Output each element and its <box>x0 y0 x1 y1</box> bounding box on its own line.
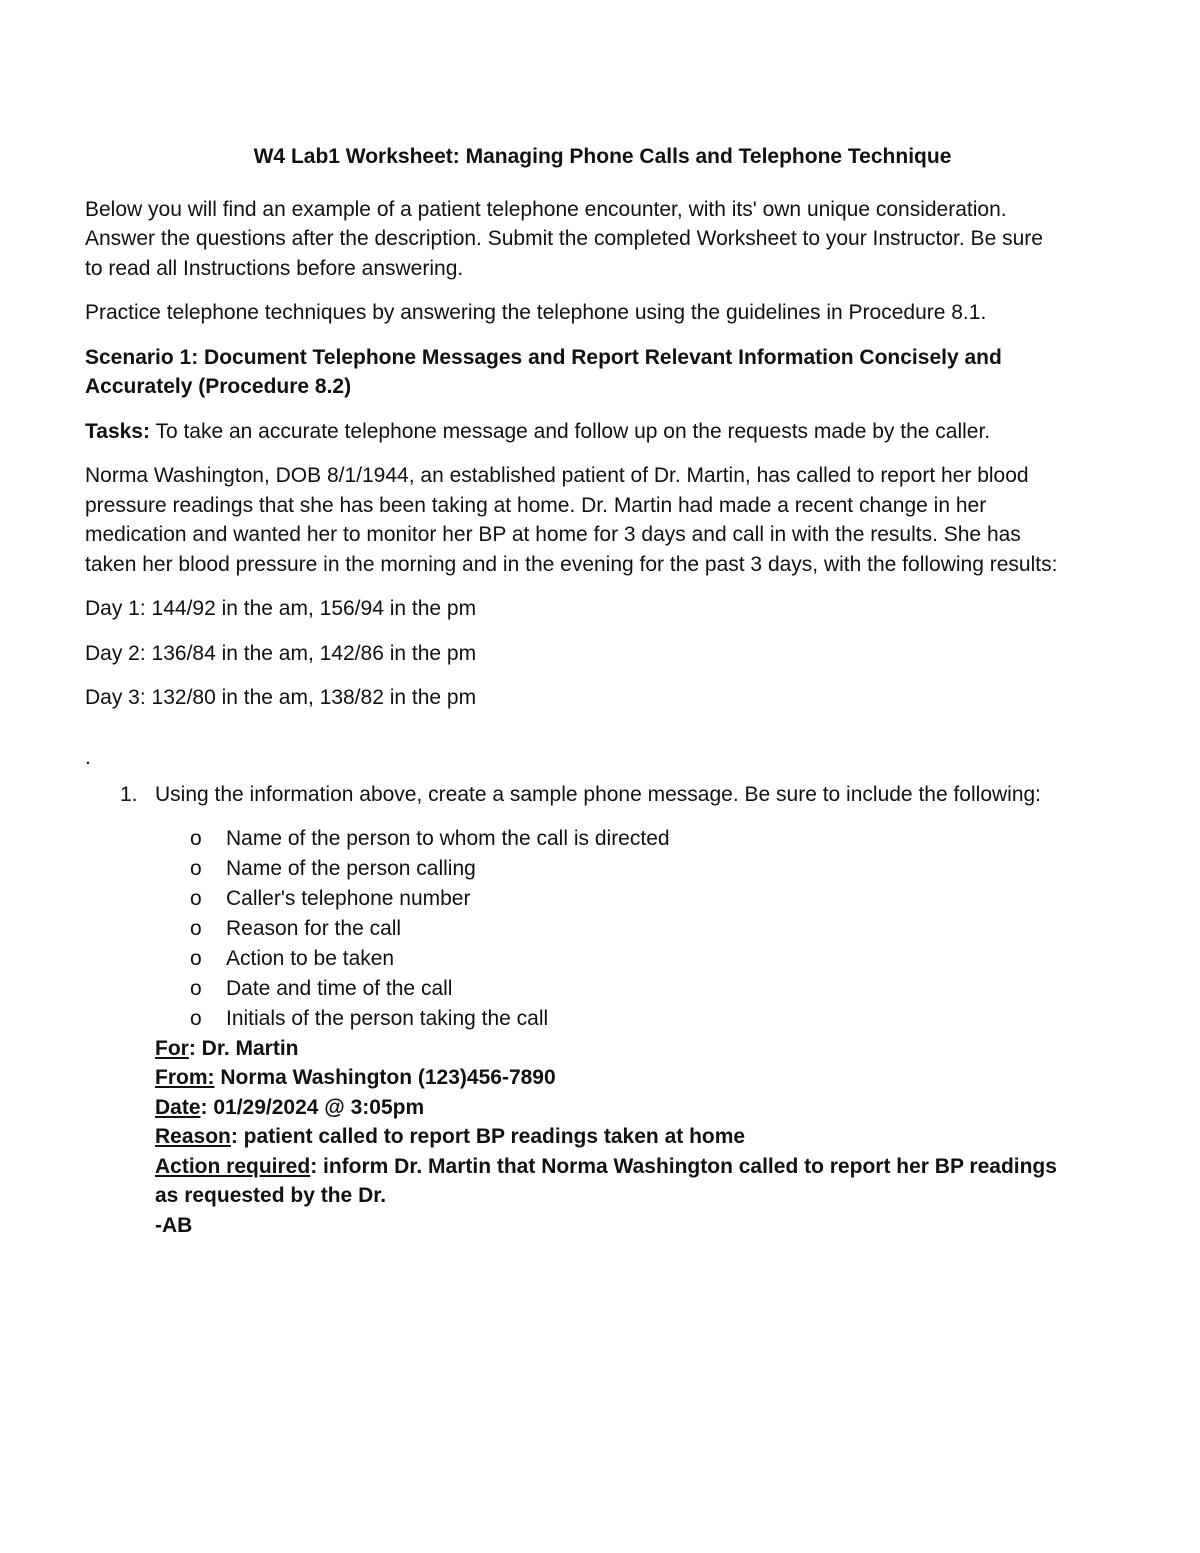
bullet-icon: o <box>190 946 202 970</box>
list-item-text: Name of the person to whom the call is directed <box>226 826 670 850</box>
requirements-list <box>190 824 1060 1034</box>
bullet-icon: o <box>190 916 202 940</box>
date-label: Date <box>155 1095 201 1119</box>
list-item <box>190 824 1060 854</box>
list-item-text: Name of the person calling <box>226 856 476 880</box>
bullet-icon: o <box>190 886 202 910</box>
list-item <box>190 914 1060 944</box>
message-for-line <box>155 1034 1060 1064</box>
list-item <box>190 944 1060 974</box>
for-label: For <box>155 1036 189 1060</box>
message-from-line <box>155 1063 1060 1093</box>
for-value: : Dr. Martin <box>188 1036 299 1060</box>
message-initials: -AB <box>155 1213 193 1237</box>
reading-day-1: Day 1: 144/92 in the am, 156/94 in the pm <box>85 597 477 620</box>
stray-dot: . <box>85 745 91 769</box>
list-item <box>190 854 1060 884</box>
list-item-text: Reason for the call <box>226 916 402 940</box>
action-label: Action required <box>155 1154 311 1178</box>
bullet-icon: o <box>190 976 202 1000</box>
question-text: Using the information above, create a sample phone message. Be sure to include the following: <box>155 783 1042 806</box>
bullet-icon: o <box>190 1006 202 1030</box>
bullet-icon: o <box>190 856 202 880</box>
intro-paragraph: Below you will find an example of a patient telephone encounter, with its' own unique consideration. Answer the questions after the description. Submit the completed Worksheet to your Instructor. Be sure to read all Instructions before answering. <box>85 197 1043 280</box>
question-number: 1. <box>120 783 138 806</box>
list-item-text: Caller's telephone number <box>226 886 471 910</box>
page-title: W4 Lab1 Worksheet: Managing Phone Calls and Telephone Technique <box>253 145 952 168</box>
practice-paragraph: Practice telephone techniques by answering the telephone using the guidelines in Procedure 8.1. <box>85 301 987 324</box>
list-item <box>190 974 1060 1004</box>
from-label: From: <box>155 1066 215 1089</box>
message-reason-line <box>155 1122 1060 1152</box>
bullet-icon: o <box>190 826 202 850</box>
date-value: : 01/29/2024 @ 3:05pm <box>200 1095 425 1119</box>
tasks-text: To take an accurate telephone message and follow up on the requests made by the caller. <box>149 419 991 443</box>
list-item <box>190 1004 1060 1034</box>
from-value: Norma Washington (123)456-7890 <box>214 1066 556 1089</box>
tasks-paragraph <box>85 417 1060 447</box>
scenario-paragraph: Norma Washington, DOB 8/1/1944, an established patient of Dr. Martin, has called to report her blood pressure readings that she has been taking at home. Dr. Martin had made a recent change in her medication and wanted her to monitor her BP at home for 3 days and call in with the results. She has taken her blood pressure in the morning and in the evening for the past 3 days, with the following results: <box>85 464 1058 576</box>
question-1 <box>120 780 1060 810</box>
list-item-text: Action to be taken <box>226 946 395 970</box>
reading-day-3: Day 3: 132/80 in the am, 138/82 in the pm <box>85 686 477 709</box>
reading-day-2: Day 2: 136/84 in the am, 142/86 in the pm <box>85 641 477 665</box>
reason-label: Reason <box>155 1125 231 1148</box>
reason-value: : patient called to report BP readings taken at home <box>230 1125 746 1148</box>
message-action-line <box>155 1152 1060 1211</box>
scenario-heading: Scenario 1: Document Telephone Messages and Report Relevant Information Concisely and Accurately (Procedure 8.2) <box>85 345 1002 398</box>
list-item-text: Initials of the person taking the call <box>226 1006 549 1030</box>
list-item-text: Date and time of the call <box>226 976 453 1000</box>
tasks-label: Tasks: <box>85 419 150 443</box>
action-value: : inform Dr. Martin that Norma Washington called to report her BP readings as requested by the Dr. <box>155 1154 1057 1207</box>
phone-message <box>155 1034 1060 1241</box>
list-item <box>190 884 1060 914</box>
message-date-line <box>155 1093 1060 1123</box>
